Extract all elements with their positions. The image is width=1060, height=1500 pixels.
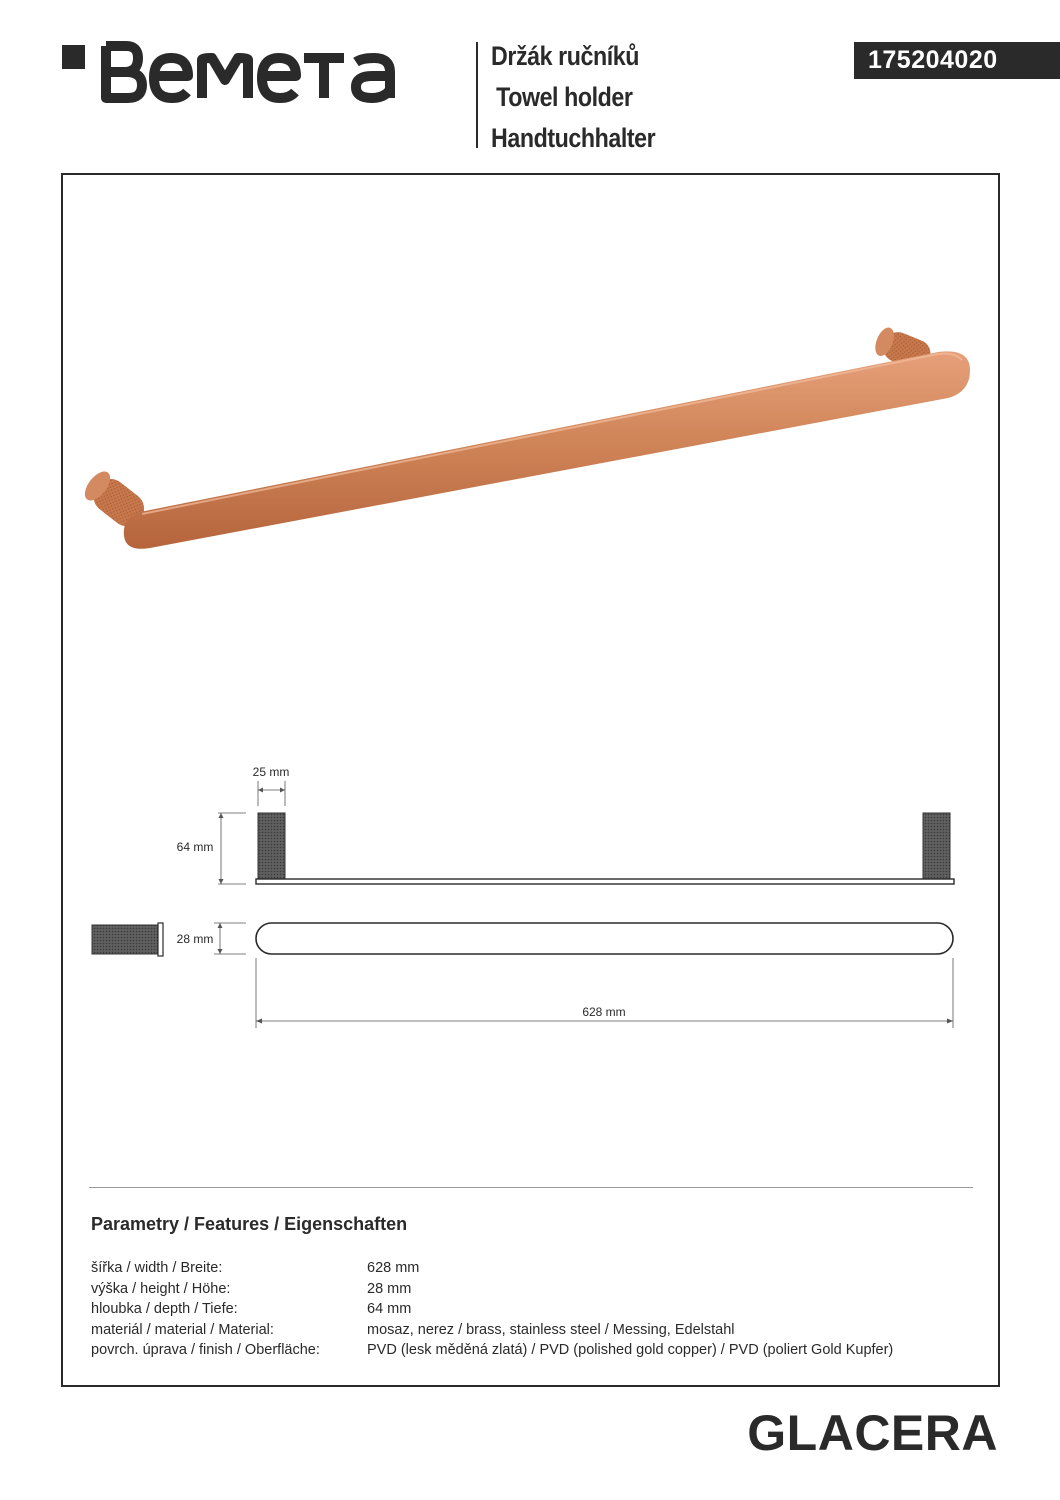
feature-value: 64 mm — [367, 1301, 412, 1318]
dim-label-length: 628 mm — [582, 1005, 626, 1019]
features-table — [91, 1258, 893, 1361]
header-divider — [476, 42, 478, 148]
feature-value: 628 mm — [367, 1260, 420, 1276]
dim-label-depth: 28 mm — [176, 932, 214, 946]
feature-label: hloubka / depth / Tiefe: — [91, 1301, 238, 1318]
feature-label: výška / height / Höhe: — [91, 1280, 231, 1297]
product-code-badge: 175204020 — [854, 42, 1060, 79]
feature-row — [91, 1258, 893, 1279]
content-frame — [61, 173, 1000, 1387]
feature-label: materiál / material / Material: — [91, 1321, 274, 1338]
product-name-de: Handtuchhalter — [491, 123, 656, 153]
feature-row — [91, 1320, 893, 1341]
feature-row — [91, 1299, 893, 1320]
dim-label-height: 64 mm — [176, 840, 214, 854]
feature-value: PVD (lesk měděná zlatá) / PVD (polished gold copper) / PVD (poliert Gold Kupfer) — [367, 1342, 894, 1359]
product-name-en: Towel holder — [496, 82, 633, 112]
dim-label-post-width: 25 mm — [252, 765, 290, 779]
product-name-cs: Držák ručníků — [491, 41, 639, 71]
feature-label: šířka / width / Breite: — [91, 1260, 223, 1276]
bemeta-logo — [62, 38, 422, 108]
features-heading: Parametry / Features / Eigenschaften — [91, 1214, 408, 1234]
section-divider — [89, 1187, 973, 1188]
feature-row — [91, 1279, 893, 1300]
series-name: GLACERA — [747, 1405, 998, 1461]
feature-value: 28 mm — [367, 1280, 412, 1297]
feature-label: povrch. úprava / finish / Oberfläche: — [91, 1342, 320, 1359]
product-names — [491, 36, 655, 159]
feature-row — [91, 1340, 893, 1361]
feature-value: mosaz, nerez / brass, stainless steel / Messing, Edelstahl — [367, 1321, 735, 1338]
